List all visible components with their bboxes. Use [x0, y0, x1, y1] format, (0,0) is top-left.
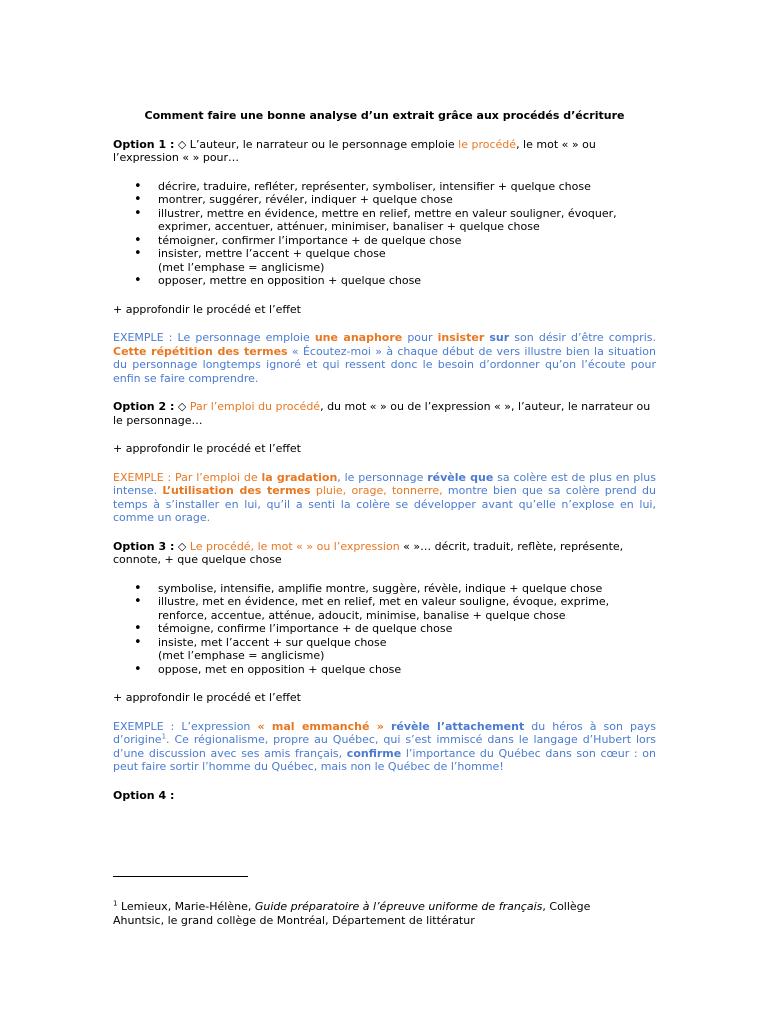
- option-2-text-pre: ◇: [174, 400, 190, 413]
- list-item-text: insister, mettre l’accent + quelque chose: [158, 247, 386, 260]
- option-2-label: Option 2 :: [113, 400, 175, 413]
- option-2-intro: [113, 400, 656, 427]
- list-item: [158, 247, 656, 274]
- example-text: EXEMPLE : Le personnage emploie: [113, 331, 315, 344]
- footnote-book-title: Guide préparatoire à l’épreuve uniforme de français: [254, 900, 543, 913]
- example-2: [113, 471, 656, 525]
- list-item: • montrer, suggérer, révéler, indiquer + quelque chose: [158, 193, 656, 207]
- list-item-note: (met l’emphase = anglicisme): [158, 260, 325, 274]
- example-text: [384, 720, 391, 733]
- example-3: [113, 720, 656, 774]
- example-text: sa colère est de plus en plus intense.: [113, 470, 656, 497]
- list-item: • témoigne, confirme l’importance + de quelque chose: [158, 622, 656, 636]
- example-procede: la gradation: [261, 470, 338, 484]
- option-3-intro: [113, 540, 656, 567]
- option-3-procede: Le procédé, le mot « » ou l’expression: [189, 539, 400, 553]
- footnote-text: , Collège Ahuntsic, le grand collège de Montréal, Département de littératur: [113, 900, 591, 927]
- option-3-text-post: « »… décrit, traduit, reflète, représente, connote, + que quelque chose: [113, 539, 624, 566]
- list-item: [158, 636, 656, 663]
- option-4-label: Option 4 :: [113, 788, 175, 802]
- example-procede: une anaphore: [314, 331, 403, 344]
- footnote-separator: [113, 876, 248, 877]
- list-item-text: insiste, met l’accent + sur quelque chose: [158, 635, 387, 649]
- option-1-text-post: , le mot « » ou l’expression « » pour…: [113, 137, 596, 164]
- example-text: « Écoutez-moi » à chaque début de vers illustre bien la situation du personnage longtemps ignoré et qui ressent donc le besoin d’ordonner qu’on l’écoute pour enfin se faire comprendre.: [113, 344, 657, 385]
- example-verb: insister: [437, 331, 485, 344]
- footnote-text: Lemieux, Marie-Hélène,: [117, 900, 255, 913]
- example-verb: révèle l’attachement: [390, 719, 525, 733]
- option-3-label: Option 3 :: [113, 539, 175, 553]
- footnote-ref[interactable]: 1: [161, 732, 167, 741]
- example-verb: sur: [489, 331, 510, 344]
- list-item: • illustrer, mettre en évidence, mettre en relief, mettre en valeur souligner, évoquer, exprimer, accentuer, atténuer, minimiser, banaliser + quelque chose: [158, 207, 656, 234]
- list-item: • oppose, met en opposition + quelque chose: [158, 663, 656, 677]
- option-1-intro: [113, 138, 656, 165]
- option-1-text-pre: ◇ L’auteur, le narrateur ou le personnage emploie: [174, 137, 459, 151]
- option-1-label: Option 1 :: [113, 137, 175, 151]
- example-text: . Ce régionalisme, propre au Québec, qui s’est immiscé dans le langage d’Hubert lors d’une discussion avec ses amis français,: [113, 733, 656, 760]
- option-2-text-post: , du mot « » ou de l’expression « », l’auteur, le narrateur ou le personnage…: [113, 400, 651, 427]
- example-text: du héros à son pays d’origine: [113, 719, 656, 746]
- footnote: [113, 900, 633, 928]
- approfondir-note: + approfondir le procédé et l’effet: [113, 442, 301, 455]
- example-procede: Cette répétition des termes: [113, 344, 288, 358]
- example-verb: confirme: [346, 746, 402, 760]
- approfondir-note: + approfondir le procédé et l’effet: [113, 691, 301, 704]
- example-text: son désir d’être compris.: [509, 331, 656, 344]
- example-terms: pluie, orage, tonnerre,: [310, 484, 443, 497]
- example-text: , le personnage: [337, 470, 428, 484]
- list-item: • opposer, mettre en opposition + quelque chose: [158, 274, 656, 288]
- example-text: pour: [402, 331, 438, 344]
- list-item: • témoigner, confirmer l’importance + de quelque chose: [158, 234, 656, 248]
- example-text: EXEMPLE : Par l’emploi de: [113, 470, 262, 484]
- example-text: EXEMPLE : L’expression: [113, 719, 258, 733]
- option-1-procede: le procédé: [458, 137, 517, 151]
- option-1-verb-list: [113, 180, 656, 288]
- example-procede: L’utilisation des termes: [162, 484, 311, 497]
- example-text: l’importance du Québec dans son cœur : on peut faire sortir l’homme du Québec, mais non le Québec de l’homme!: [113, 746, 656, 773]
- list-item: • décrire, traduire, refléter, représenter, symboliser, intensifier + quelque chose: [158, 180, 656, 194]
- list-item: • symbolise, intensifie, amplifie montre, suggère, révèle, indique + quelque chose: [158, 582, 656, 596]
- footnote-number: 1: [113, 899, 118, 908]
- document-title: Comment faire une bonne analyse d’un extrait grâce aux procédés d’écriture: [144, 109, 625, 122]
- example-text: montre bien que sa colère prend du temps à s’installer en lui, qu’il a senti la colère se développer avant qu’elle n’explose en lui, comme un orage.: [113, 484, 656, 524]
- example-verb: révèle que: [427, 470, 494, 484]
- list-item: • illustre, met en évidence, met en relief, met en valeur souligne, évoque, exprime, renforce, accentue, atténue, adoucit, minimise, banalise + quelque chose: [158, 595, 656, 622]
- option-2-procede: Par l’emploi du procédé: [189, 400, 321, 413]
- list-item-note: (met l’emphase = anglicisme): [158, 649, 325, 662]
- example-procede: « mal emmanché »: [257, 719, 384, 733]
- option-3-verb-list: [113, 582, 656, 677]
- option-3-text-pre: ◇: [174, 539, 190, 553]
- example-1: [113, 331, 656, 385]
- approfondir-note: + approfondir le procédé et l’effet: [113, 302, 301, 316]
- document-page: [113, 106, 656, 802]
